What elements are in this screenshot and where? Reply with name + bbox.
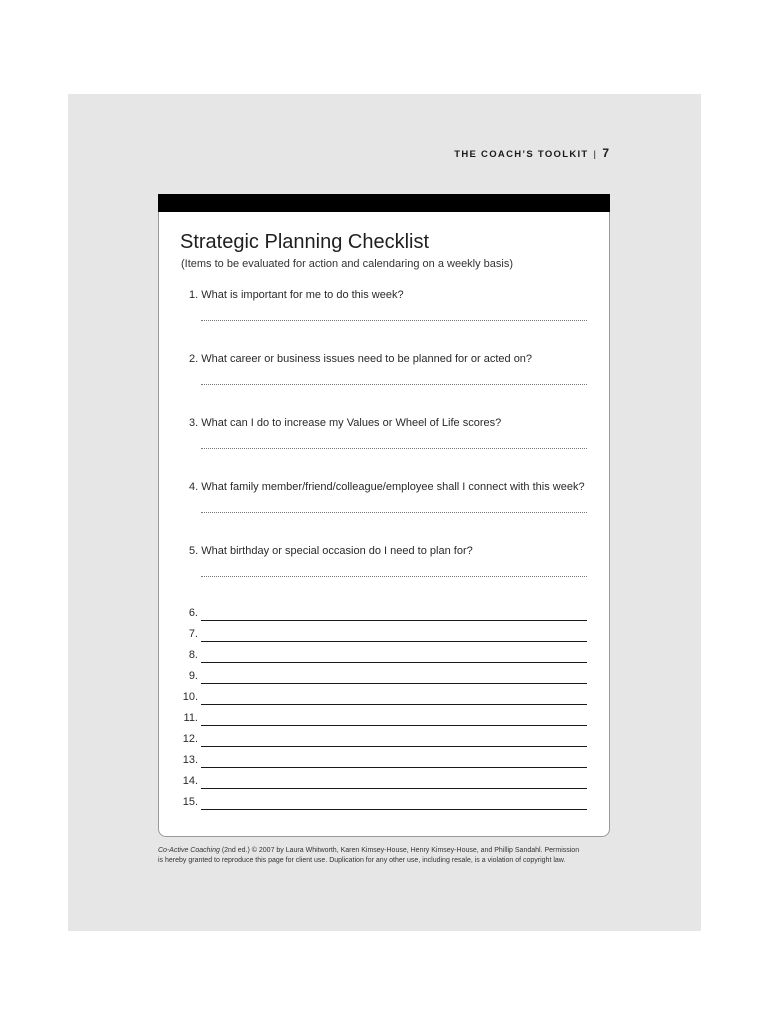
write-in-rule <box>201 725 587 726</box>
copyright-footer <box>158 846 610 866</box>
line-number: 11. <box>183 712 198 724</box>
worksheet-title: Strategic Planning Checklist <box>180 231 430 253</box>
write-in-rule <box>201 683 587 684</box>
running-head-separator: | <box>593 149 598 160</box>
footer-line-2: is hereby granted to reproduce this page for client use. Duplication for any other use, including resale, is a violation of copyright law. <box>158 857 566 864</box>
line-number: 9. <box>188 670 198 682</box>
question-4: 4. What family member/friend/colleague/employee shall I connect with this week? <box>189 481 585 493</box>
answer-line-4[interactable] <box>201 512 587 513</box>
running-head <box>0 146 609 160</box>
line-number: 15. <box>182 796 198 808</box>
line-number: 14. <box>182 775 198 787</box>
numbered-line-12[interactable] <box>170 733 587 747</box>
line-number: 7. <box>188 628 198 640</box>
line-number: 6. <box>188 607 198 619</box>
numbered-line-13[interactable] <box>170 754 587 768</box>
numbered-line-14[interactable] <box>170 775 587 789</box>
write-in-rule <box>201 641 587 642</box>
numbered-line-7[interactable] <box>170 628 587 642</box>
write-in-rule <box>201 788 587 789</box>
worksheet-header-bar <box>158 194 610 212</box>
question-5: 5. What birthday or special occasion do I need to plan for? <box>189 545 473 557</box>
write-in-rule <box>201 809 587 810</box>
line-number: 12. <box>182 733 198 745</box>
question-1: 1. What is important for me to do this week? <box>189 289 404 301</box>
running-head-title: THE COACH’S TOOLKIT <box>454 149 589 160</box>
worksheet-subtitle: (Items to be evaluated for action and calendaring on a weekly basis) <box>181 258 514 270</box>
write-in-rule <box>201 704 587 705</box>
numbered-line-15[interactable] <box>170 796 587 810</box>
numbered-line-10[interactable] <box>170 691 587 705</box>
footer-book-title: Co-Active Coaching <box>158 847 220 854</box>
answer-line-1[interactable] <box>201 320 587 321</box>
question-3: 3. What can I do to increase my Values or Wheel of Life scores? <box>189 417 502 429</box>
write-in-rule <box>201 746 587 747</box>
page-number: 7 <box>602 146 609 160</box>
line-number: 8. <box>188 649 198 661</box>
write-in-rule <box>201 662 587 663</box>
question-2: 2. What career or business issues need to be planned for or acted on? <box>189 353 533 365</box>
numbered-line-8[interactable] <box>170 649 587 663</box>
line-number: 10. <box>182 691 198 703</box>
answer-line-2[interactable] <box>201 384 587 385</box>
footer-line-1: (2nd ed.) © 2007 by Laura Whitworth, Karen Kimsey-House, Henry Kimsey-House, and Phillip Sandahl. Permission <box>219 847 580 854</box>
line-number: 13. <box>182 754 198 766</box>
write-in-rule <box>201 767 587 768</box>
numbered-line-9[interactable] <box>170 670 587 684</box>
answer-line-5[interactable] <box>201 576 587 577</box>
numbered-line-6[interactable] <box>170 607 587 621</box>
answer-line-3[interactable] <box>201 448 587 449</box>
write-in-rule <box>201 620 587 621</box>
numbered-line-11[interactable] <box>170 712 587 726</box>
